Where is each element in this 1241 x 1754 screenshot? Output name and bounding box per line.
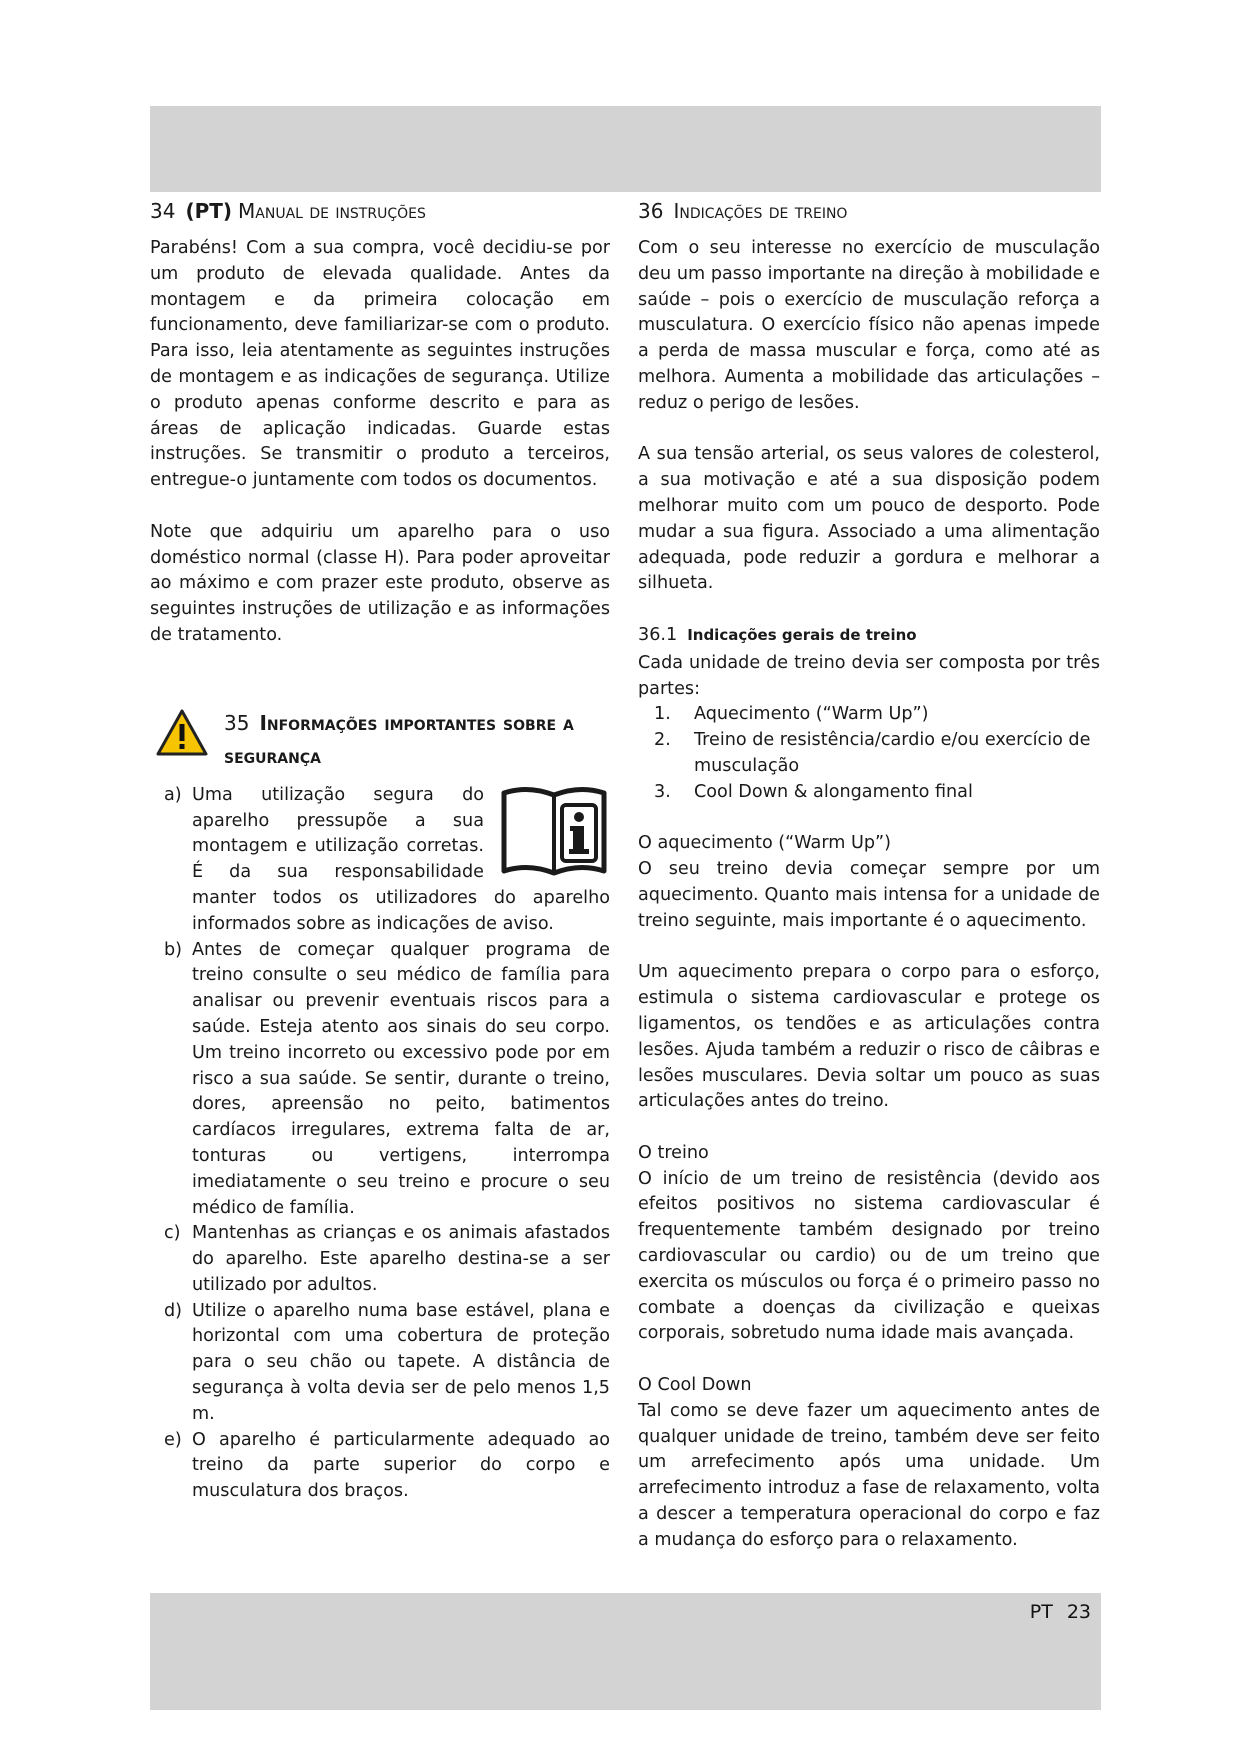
page-number: 23 <box>1066 1601 1091 1623</box>
cooldown-title: O Cool Down <box>638 1375 752 1396</box>
list-item <box>150 783 610 938</box>
list-text: Treino de resistência/cardio e/ou exercício de musculação <box>694 730 1091 776</box>
list-label: b) <box>164 939 183 960</box>
list-item <box>150 938 610 1222</box>
list-text: Antes de começar qualquer programa de treino consulte o seu médico de família para analisar ou prevenir eventuais riscos para a saúde. Esteja atento aos sinais do seu corpo. Um treino incorreto ou excessivo pode por em risco a sua saúde. Se sentir, durante o treino, dores, apreensão no peito, batimentos cardíacos irregulares, extrema falta de ar, tonturas ou vertigens, interrompa imediatamente o seu treino e procure o seu médico de família. <box>192 939 610 1218</box>
section-35 <box>150 707 610 1505</box>
section-title: Informações importantes sobre a segurança <box>224 710 574 768</box>
header-band <box>150 106 1101 192</box>
section-title: Indicações de treino <box>673 199 848 223</box>
list-item <box>150 1428 610 1505</box>
list-label: e) <box>164 1429 182 1450</box>
parts-intro: Cada unidade de treino devia ser composta por três partes: <box>638 652 1100 699</box>
list-label: a) <box>164 784 182 805</box>
warmup-paragraph: O seu treino devia começar sempre por um aquecimento. Quanto mais intensa for a unidade de treino seguinte, mais importante é o aquecimento. <box>638 859 1100 931</box>
list-label: 3. <box>654 781 671 802</box>
read-manual-icon <box>498 783 610 879</box>
page-footer <box>891 1601 1091 1623</box>
list-item <box>150 1221 610 1298</box>
list-text: Cool Down & alongamento final <box>694 781 973 802</box>
list-text: Aquecimento (“Warm Up”) <box>694 704 929 725</box>
section-36-heading <box>638 198 1100 224</box>
list-text: Uma utilização segura do aparelho pressupõe a sua montagem e utilização corretas. É da sua responsabilidade manter todos os utilizadores do aparelho informados sobre as indicações de aviso. <box>192 784 610 934</box>
list-item <box>638 780 1100 806</box>
list-item <box>150 1299 610 1428</box>
health-paragraph: A sua tensão arterial, os seus valores de colesterol, a sua motivação e até a sua disposição podem melhorar muito com um pouco de desporto. Pode mudar a sua figura. Associado a uma alimentação adequada, pode reduzir a gordura e melhorar a silhueta. <box>638 444 1100 594</box>
footer-lang: PT <box>1029 1601 1053 1623</box>
note-paragraph: Note que adquiriu um aparelho para o uso doméstico normal (classe H). Para poder aproveitar ao máximo e com prazer este produto, observe as seguintes instruções de utilização e as informações de tratamento. <box>150 521 610 645</box>
cooldown-paragraph: Tal como se deve fazer um aquecimento antes de qualquer unidade de treino, também deve ser feito um arrefecimento após uma unidade. Um arrefecimento introduz a fase de relaxamento, volta a descer a temperatura operacional do corpo e faz a mudança do esforço para o relaxamento. <box>638 1400 1100 1550</box>
warning-icon <box>156 709 208 757</box>
section-lang: (PT) <box>185 199 233 223</box>
safety-list <box>150 783 610 1505</box>
list-text: Mantenhas as crianças e os animais afastados do aparelho. Este aparelho destina-se a ser utilizado por adultos. <box>192 1223 610 1295</box>
subsection-number: 36.1 <box>638 624 678 645</box>
benefits-paragraph: Com o seu interesse no exercício de musculação deu um passo importante na direção à mobilidade e saúde – pois o exercício de musculação reforça a musculatura. O exercício físico não apenas impede a perda de massa muscular e força, como até as melhora. Aumenta a mobilidade das articulações – reduz o perigo de lesões. <box>638 238 1100 413</box>
warmup-paragraph-2: Um aquecimento prepara o corpo para o esforço, estimula o sistema cardiovascular e protege os ligamentos, os tendões e as articulações contra lesões. Ajuda também a reduzir o risco de câibras e lesões musculares. Devia soltar um pouco as suas articulações antes do treino. <box>638 962 1100 1112</box>
section-number: 36 <box>638 199 664 223</box>
section-34-heading <box>150 198 610 224</box>
training-title: O treino <box>638 1142 709 1163</box>
training-paragraph: O início de um treino de resistência (devido aos efeitos positivos no sistema cardiovascular é frequentemente também designado por treino cardiovascular ou cardio) ou de um treino que exercita os músculos ou força é o primeiro passo no combate a doenças da civilização e queixas corporais, sobretudo numa idade mais avançada. <box>638 1168 1100 1344</box>
list-label: 1. <box>654 704 671 725</box>
section-number: 34 <box>150 199 176 223</box>
subsection-title: Indicações gerais de treino <box>687 625 917 644</box>
list-text: Utilize o aparelho numa base estável, plana e horizontal com uma cobertura de proteção para o seu chão ou tapete. A distância de segurança à volta devia ser de pelo menos 1,5 m. <box>192 1300 610 1424</box>
list-label: d) <box>164 1300 183 1321</box>
subsection-36-1-heading <box>638 623 1100 649</box>
warmup-title: O aquecimento (“Warm Up”) <box>638 833 892 854</box>
intro-paragraph: Parabéns! Com a sua compra, você decidiu-se por um produto de elevada qualidade. Antes da montagem e da primeira colocação em funcionamento, deve familiarizar-se com o produto. Para isso, leia atentamente as seguintes instruções de montagem e as indicações de segurança. Utilize o produto apenas conforme descrito e para as áreas de aplicação indicadas. Guarde estas instruções. Se transmitir o produto a terceiros, entregue-o juntamente com todos os documentos. <box>150 238 610 491</box>
parts-list <box>638 702 1100 805</box>
list-text: O aparelho é particularmente adequado ao treino da parte superior do corpo e musculatura dos braços. <box>192 1429 610 1502</box>
left-column <box>150 198 610 1505</box>
list-item <box>638 728 1100 780</box>
list-label: c) <box>164 1223 181 1244</box>
right-column <box>638 198 1100 1554</box>
section-title: Manual de instruções <box>238 199 426 223</box>
section-number: 35 <box>224 710 250 735</box>
list-label: 2. <box>654 730 671 751</box>
section-35-heading <box>224 707 610 773</box>
list-item <box>638 702 1100 728</box>
